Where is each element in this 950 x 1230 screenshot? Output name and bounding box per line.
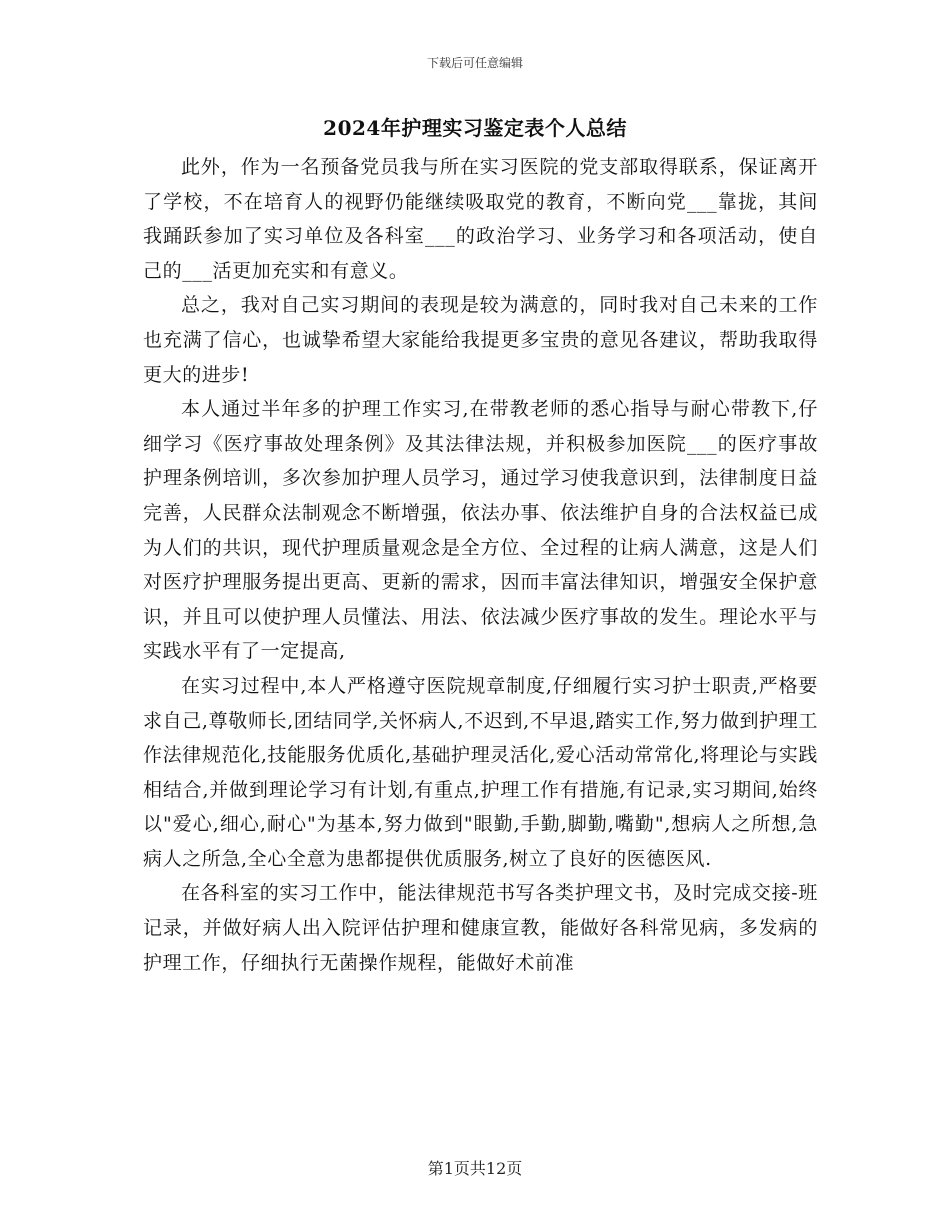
paragraph-3: 本人通过半年多的护理工作实习,在带教老师的悉心指导与耐心带教下,仔细学习《医疗事故处理条例》及其法律法规，并积极参加医院___的医疗事故护理条例培训，多次参加护理人员学习，通过学习使我意识到，法律制度日益完善，人民群众法制观念不断增强，依法办事、依法维护自身的合法权益已成为人们的共识，现代护理质量观念是全方位、全过程的让病人满意，这是人们对医疗护理服务提出更高、更新的需求，因而丰富法律知识，增强安全保护意识，并且可以使护理人员懂法、用法、依法减少医疗事故的发生。理论水平与实践水平有了一定提高, — [143, 398, 818, 663]
header-note: 下载后可任意编辑 — [426, 56, 523, 70]
document-title: 2024年护理实习鉴定表个人总结 — [323, 116, 627, 140]
paragraph-4: 在实习过程中,本人严格遵守医院规章制度,仔细履行实习护士职责,严格要求自己,尊敬师长,团结同学,关怀病人,不迟到,不早退,踏实工作,努力做到护理工作法律规范化,技能服务优质化,基础护理灵活化,爱心活动常常化,将理论与实践相结合,并做到理论学习有计划,有重点,护理工作有措施,有记录,实习期间,始终以"爱心,细心,耐心"为基本,努力做到"眼勤,手勤,脚勤,嘴勤",想病人之所想,急病人之所急,全心全意为患都提供优质服务,树立了良好的医德医风. — [143, 674, 818, 870]
document-body — [143, 150, 818, 980]
paragraph-5: 在各科室的实习工作中，能法律规范书写各类护理文书，及时完成交接-班记录，并做好病人出入院评估护理和健康宣教，能做好各科常见病，多发病的护理工作，仔细执行无菌操作规程，能做好术前准 — [143, 882, 818, 974]
paragraph-2: 总之，我对自己实习期间的表现是较为满意的，同时我对自己未来的工作也充满了信心，也诚挚希望大家能给我提更多宝贵的意见各建议，帮助我取得更大的进步! — [143, 294, 818, 386]
page-number: 第1页共12页 — [427, 1159, 523, 1178]
paragraph-1: 此外，作为一名预备党员我与所在实习医院的党支部取得联系，保证离开了学校，不在培育人的视野仍能继续吸取党的教育，不断向党___靠拢，其间我踊跃参加了实习单位及各科室___的政治学习、业务学习和各项活动，使自己的___活更加充实和有意义。 — [143, 156, 818, 282]
